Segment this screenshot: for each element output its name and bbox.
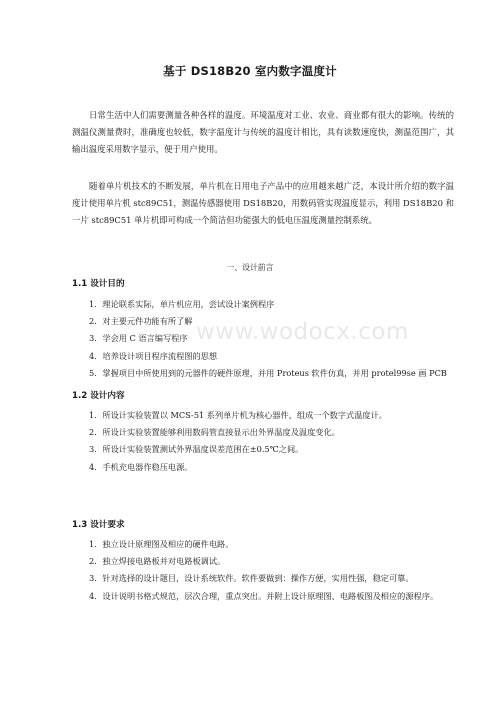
intro-paragraph-2: 随着单片机技术的不断发展，单片机在日用电子产品中的应用越来越广泛，本设计所介绍的数字温度计使用单片机 stc89C51，测温传感器使用 DS18B20，用数码管实现温度显示，利用 DS18B20 和一片 stc89C51 单片机即可构成一个简洁但功能强大的低电压温度测量控制系统。 [72,181,454,226]
list-item: 4．设计说明书格式规范，层次合理，重点突出。并附上设计原理图、电路板图及相应的源程序。 [89,590,439,601]
requirements-list [72,536,454,605]
purpose-list [72,296,454,382]
intro-paragraph-1: 日常生活中人们需要测量各种各样的温度。环境温度对工业、农业、商业都有很大的影响。传统的测温仪测量费时，准确度也较低，数字温度计与传统的温度计相比，具有读数速度快，测温范围广，其输出温度采用数字显示，便于用户使用。 [72,110,454,155]
subsection-heading-content: 1.2 设计内容 [72,391,125,401]
list-item: 4．手机充电器作稳压电源。 [89,461,193,472]
list-item: 4．培养设计项目程序流程图的思想 [89,350,218,361]
list-item: 3．针对选择的设计题目，设计系统软件。软件要做到：操作方便，实用性强，稳定可靠。 [89,573,414,584]
document-title: 基于 DS18B20 室内数字温度计 [163,64,337,78]
watermark: www.wodocx.com [196,319,409,345]
list-item: 2．对主要元件功能有所了解 [89,316,193,327]
list-item: 1．理论联系实际，单片机应用，尝试设计案例程序 [89,299,275,309]
list-item: 1．独立设计原理图及相应的硬件电路。 [89,539,234,549]
list-item: 3．所设计实验装置测试外界温度误差范围在±0.5℃之间。 [89,444,304,455]
list-item: 1．所设计实验装置以 MCS-51 系列单片机为核心器件，组成一个数字式温度计。 [89,410,387,420]
list-item: 2．独立焊接电路板并对电路板调试。 [89,556,226,567]
subsection-heading-purpose: 1.1 设计目的 [72,279,125,289]
content-list [72,407,454,476]
list-item: 2．所设计实验装置能够利用数码管直接显示出外界温度及温度变化。 [89,427,340,438]
section-heading: 一、设计前言 [226,263,274,272]
subsection-heading-requirements: 1.3 设计要求 [72,520,125,530]
list-item: 5．掌握项目中所使用到的元器件的硬件原理，并用 Proteus 软件仿真，并用 protel99se 画 PCB [89,367,447,378]
list-item: 3．学会用 C 语言编写程序 [89,333,188,344]
